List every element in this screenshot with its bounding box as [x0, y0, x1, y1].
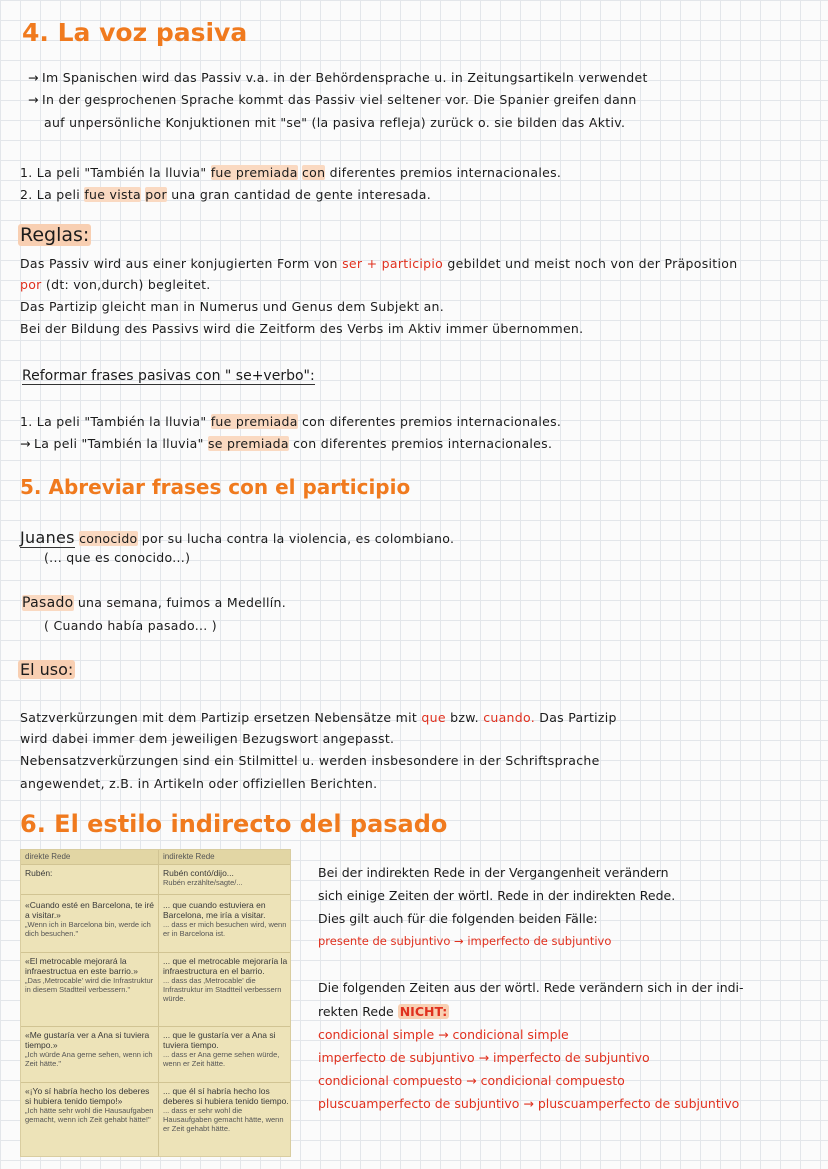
arrow-icon: → [28, 92, 39, 107]
bullet-1: → Im Spanischen wird das Passiv v.a. in der Behördensprache u. in Zeitungsartikeln verwendet [28, 70, 648, 85]
reporting-verb: Rubén contó/dijo... Rubén erzählte/sagte/... [163, 868, 243, 887]
note-7: condicional simple → condicional simple [318, 1027, 569, 1042]
participle-example-2: Pasado una semana, fuimos a Medellín. [22, 595, 287, 611]
col-header-indirect: indirekte Rede [159, 850, 290, 864]
bullet-2: → In der gesprochenen Sprache kommt das Passiv viel seltener vor. Die Spanier greifen dann [28, 92, 637, 107]
bullet-2-cont: auf unpersönliche Konjuktionen mit "se" (la pasiva refleja) zurück o. sie bilden das Aktiv. [44, 115, 626, 130]
uso-line-3: Nebensatzverkürzungen sind ein Stilmittel u. werden insbesondere in der Schriftsprache [20, 753, 600, 768]
note-3: Dies gilt auch für die folgenden beiden Fälle: [318, 911, 598, 926]
rule-2: por (dt: von,durch) begleitet. [20, 277, 211, 292]
section-4-title: 4. La voz pasiva [22, 18, 248, 47]
uso-heading: El uso: [20, 660, 74, 679]
indirect-row-4: ... que él sí habría hecho los deberes si hubiera tenido tiempo. ... dass er sehr wohl die Hausaufgaben gemacht hätte, wenn er Zeit gehabt hätte. [163, 1086, 289, 1133]
rule-1: Das Passiv wird aus einer konjugierten Form von ser + participio gebildet und meist noch von der Präposition [20, 256, 738, 271]
indirect-row-2: ... que el metrocable mejoraría la infraestructura en el barrio. ... dass das ‚Metrocable' die Infrastruktur im Stadtteil verbessern würde. [163, 956, 288, 1003]
participle-example-2-note: ( Cuando había pasado... ) [44, 618, 217, 633]
direct-row-4: «¡Yo sí habría hecho los deberes si hubiera tenido tiempo!» „Ich hätte sehr wohl die Hausaufgaben gemacht, wenn ich Zeit gehabt hätte!" [25, 1086, 154, 1124]
reform-example-1: 1. La peli "También la lluvia" fue premiada con diferentes premios internacionales. [20, 414, 562, 429]
rule-4: Bei der Bildung des Passivs wird die Zeitform des Verbs im Aktiv immer übernommen. [20, 321, 584, 336]
uso-line-1: Satzverkürzungen mit dem Partizip ersetzen Nebensätze mit que bzw. cuando. Das Partizip [20, 710, 617, 725]
direct-row-2: «El metrocable mejorará la infraestructua en este barrio.» „Das ‚Metrocable' wird die Infrastruktur in diesem Stadtteil verbessern." [25, 956, 154, 994]
participle-example-1: Juanes conocido por su lucha contra la violencia, es colombiano. [20, 528, 455, 547]
note-1: Bei der indirekten Rede in der Vergangenheit verändern [318, 865, 669, 880]
example-2: 2. La peli fue vista por una gran cantidad de gente interesada. [20, 187, 432, 202]
uso-line-4: angewendet, z.B. in Artikeln oder offiziellen Berichten. [20, 776, 378, 791]
reformar-heading: Reformar frases pasivas con " se+verbo": [22, 368, 315, 384]
uso-line-2: wird dabei immer dem jeweiligen Bezugswort angepasst. [20, 731, 395, 746]
note-9: condicional compuesto → condicional compuesto [318, 1073, 625, 1088]
section-5-title: 5. Abreviar frases con el participio [20, 475, 411, 499]
reglas-heading: Reglas: [20, 224, 90, 246]
direct-row-1: «Cuando esté en Barcelona, te iré a visitar.» „Wenn ich in Barcelona bin, werde ich dich besuchen." [25, 900, 155, 938]
example-1: 1. La peli "También la lluvia" fue premiada con diferentes premios internacionales. [20, 165, 562, 180]
note-2: sich einige Zeiten der wörtl. Rede in der indirekten Rede. [318, 888, 676, 903]
participle-example-1-note: (... que es conocido...) [44, 550, 191, 565]
rule-3: Das Partizip gleicht man in Numerus und Genus dem Subjekt an. [20, 299, 445, 314]
note-10: pluscuamperfecto de subjuntivo → pluscuamperfecto de subjuntivo [318, 1096, 740, 1111]
textbook-table-image [20, 849, 291, 1157]
speaker-label: Rubén: [25, 868, 53, 878]
arrow-icon: → [28, 70, 39, 85]
note-4: presente de subjuntivo → imperfecto de subjuntivo [318, 934, 612, 948]
indirect-row-3: ... que le gustaría ver a Ana si tuviera tiempo. ... dass er Ana gerne sehen würde, wenn er Zeit hätte. [163, 1030, 280, 1068]
col-header-direct: direkte Rede [21, 850, 158, 864]
indirect-row-1: ... que cuando estuviera en Barcelona, me iría a visitar. ... dass er mich besuchen wird, wenn er in Barcelona ist. [163, 900, 287, 938]
direct-row-3: «Me gustaría ver a Ana si tuviera tiempo.» „Ich würde Ana gerne sehen, wenn ich Zeit hätte." [25, 1030, 153, 1068]
section-6-title: 6. El estilo indirecto del pasado [20, 810, 448, 838]
note-8: imperfecto de subjuntivo → imperfecto de subjuntivo [318, 1050, 650, 1065]
reform-example-2: → La peli "También la lluvia" se premiada con diferentes premios internacionales. [20, 436, 553, 451]
note-5: Die folgenden Zeiten aus der wörtl. Rede verändern sich in der indi- [318, 980, 744, 995]
arrow-icon: → [20, 436, 31, 451]
note-6: rekten Rede NICHT: [318, 1004, 448, 1019]
